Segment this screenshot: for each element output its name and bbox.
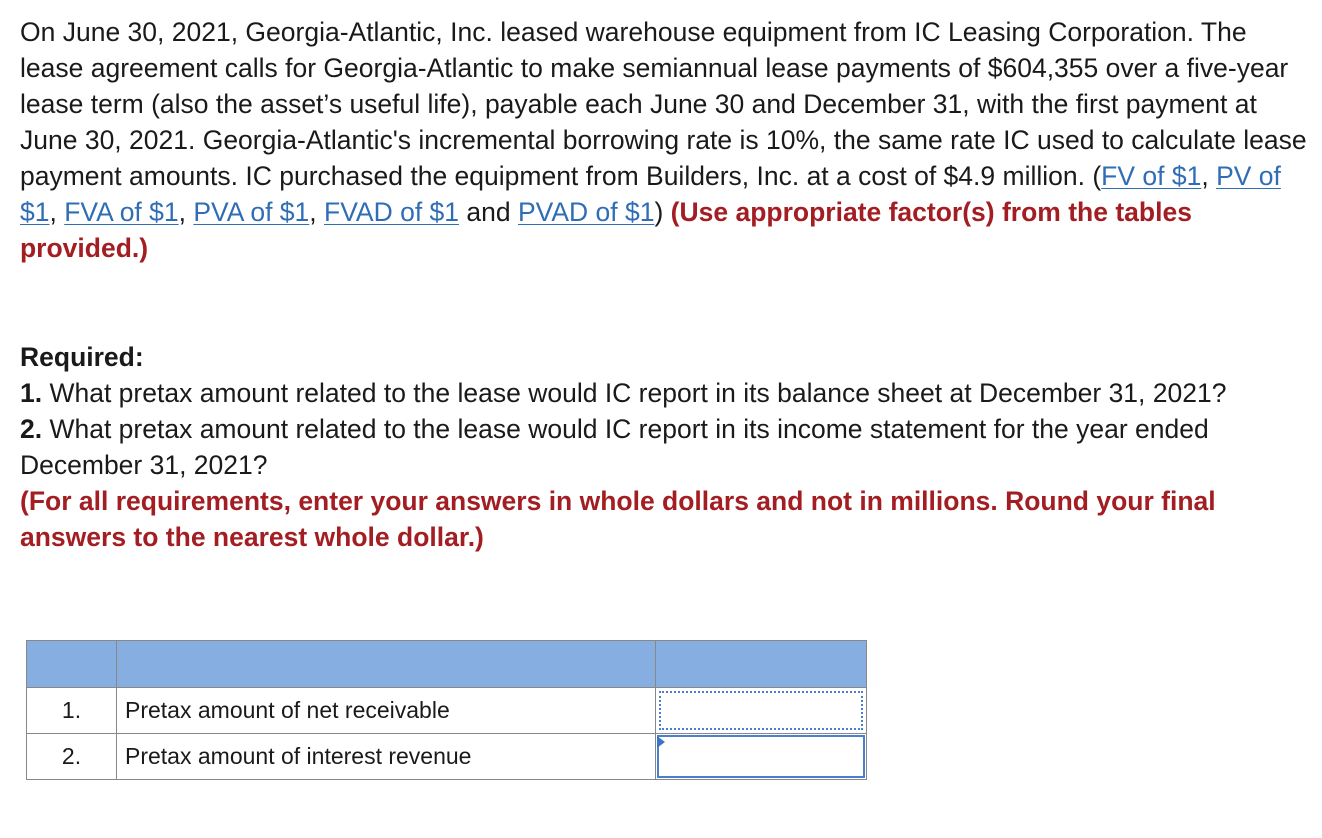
row-number: 2. [27, 734, 117, 780]
link-pva-of-1[interactable]: PVA of $1 [193, 197, 310, 227]
requirement-number: 2. [20, 414, 43, 444]
link-fv-of-1[interactable]: FV of $1 [1101, 161, 1202, 191]
rounding-note: (For all requirements, enter your answers in whole dollars and not in millions. Round your final answers to the nearest whole dollar.) [20, 486, 1216, 552]
requirement-2 [20, 411, 1315, 483]
answer-table [26, 640, 867, 780]
input-box[interactable] [657, 735, 865, 778]
table-row [27, 734, 867, 780]
row-number: 1. [27, 688, 117, 734]
factor-instruction: (Use appropriate factor(s) from the tables provided.) [20, 197, 1192, 263]
requirement-text: What pretax amount related to the lease would IC report in its income statement for the year ended December 31, 2021? [20, 414, 1209, 480]
link-fva-of-1[interactable]: FVA of $1 [64, 197, 179, 227]
requirement-1 [20, 375, 1315, 411]
table-row [27, 688, 867, 734]
link-pv-of-1[interactable]: PV of $1 [20, 161, 1281, 227]
requirement-number: 1. [20, 378, 43, 408]
requirement-text: What pretax amount related to the lease would IC report in its balance sheet at December 31, 2021? [42, 378, 1227, 408]
link-fvad-of-1[interactable]: FVAD of $1 [324, 197, 460, 227]
row-label: Pretax amount of interest revenue [117, 734, 656, 780]
input-box[interactable] [659, 691, 863, 730]
table-header-row [27, 641, 867, 688]
problem-intro: On June 30, 2021, Georgia-Atlantic, Inc. leased warehouse equipment from IC Leasing Corporation. The lease agreement calls for Georgia-Atlantic to make semiannual lease payments of $604,355 over a five-year lease term (also the asset’s useful life), payable each June 30 and December 31, with the first payment at June 30, 2021. Georgia-Atlantic's incremental borrowing rate is 10%, the same rate IC used to calculate lease payment amounts. IC purchased the equipment from Builders, Inc. at a cost of $4.9 million. ( [20, 17, 1307, 191]
row-label: Pretax amount of net receivable [117, 688, 656, 734]
net-receivable-input[interactable] [656, 688, 867, 734]
flag-triangle-icon [657, 736, 665, 748]
link-pvad-of-1[interactable]: PVAD of $1 [517, 197, 655, 227]
required-section [20, 339, 1315, 555]
interest-revenue-input[interactable] [656, 734, 867, 780]
problem-statement: On June 30, 2021, Georgia-Atlantic, Inc. leased warehouse equipment from IC Leasing Corporation. The lease agreement calls for Georgia-Atlantic to make semiannual lease payments of $604,355 over a five-year lease term (also the asset’s useful life), payable each June 30 and December 31, with the first payment at June 30, 2021. Georgia-Atlantic's incremental borrowing rate is 10%, the same rate IC used to calculate lease payment amounts. IC purchased the equipment from Builders, Inc. at a cost of $4.9 million. (FV of $1, PV of $1, FVA of $1, PVA of $1, FVAD of $1 and PVAD of $1) (Use appropriate factor(s) from the tables provided.) [20, 17, 1307, 263]
required-heading: Required: [20, 342, 144, 372]
